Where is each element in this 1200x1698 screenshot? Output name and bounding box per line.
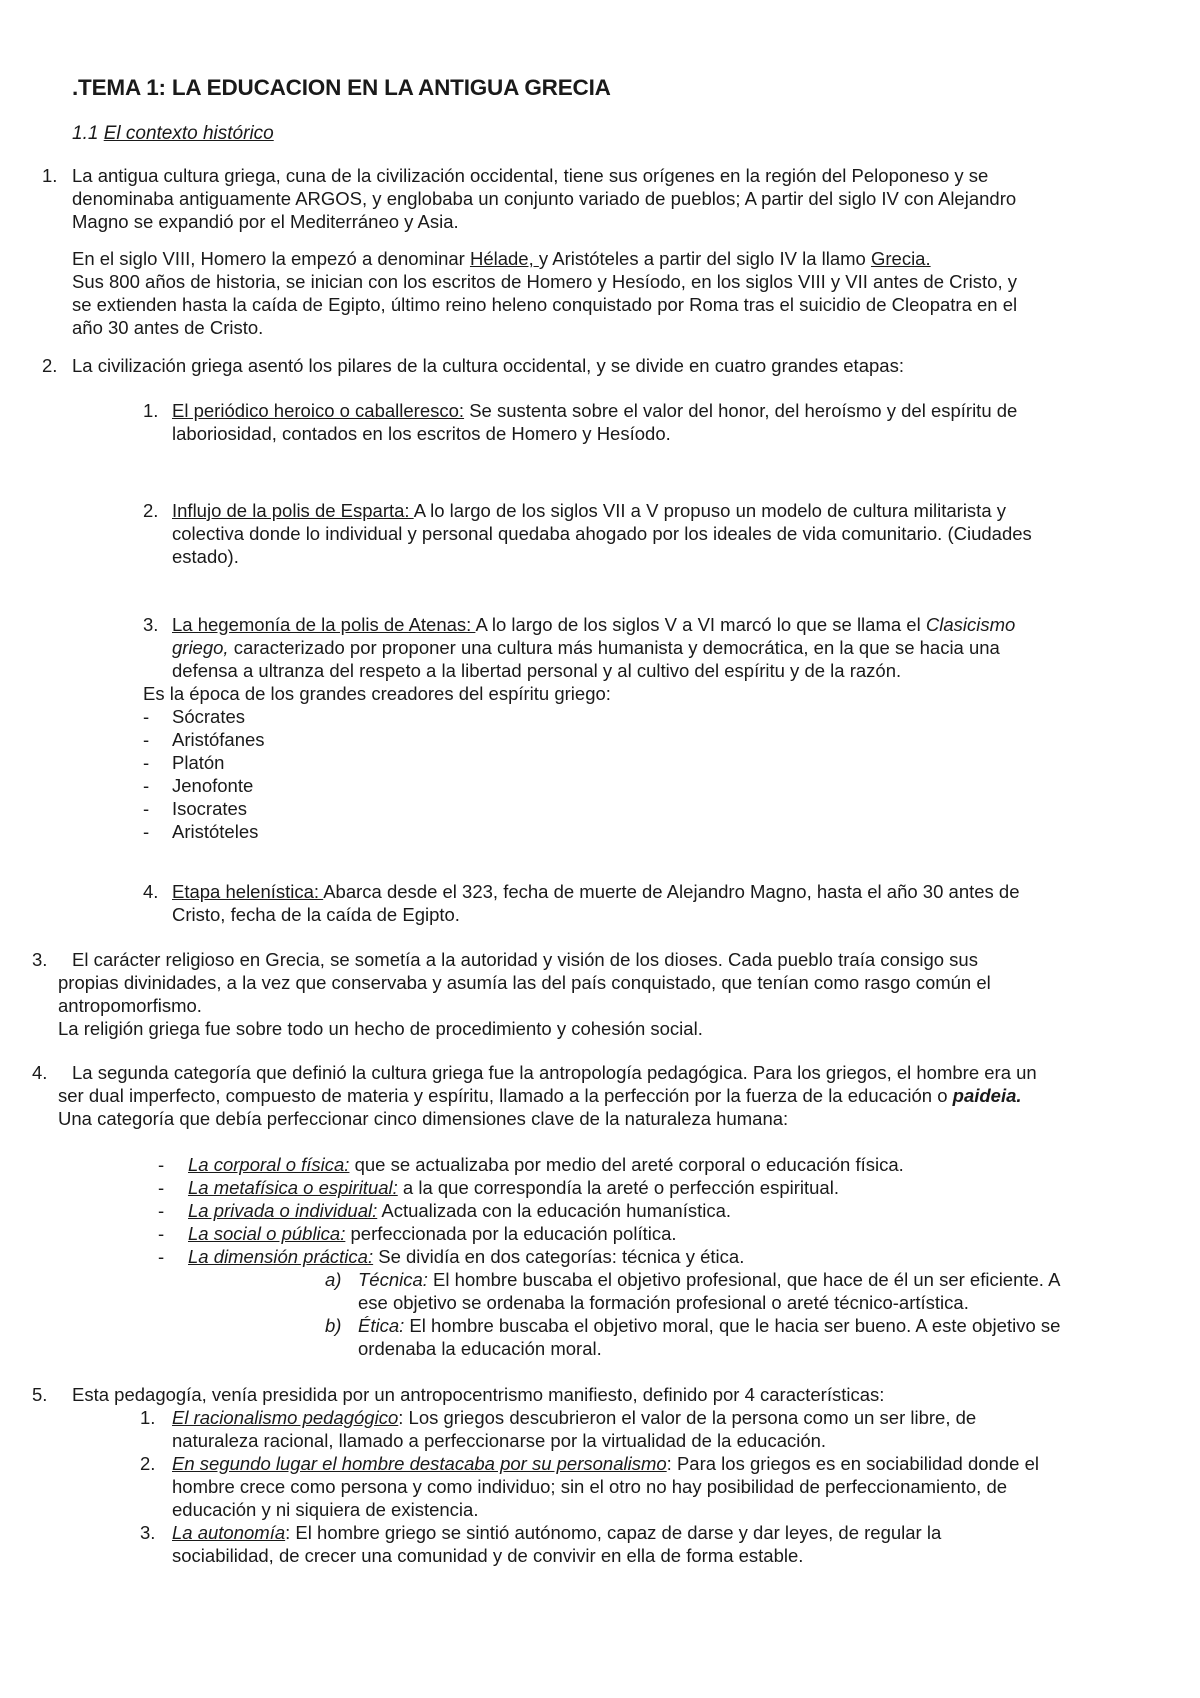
text-run: : Los griegos descubrieron el valor de la persona como un ser libre, de: [398, 1407, 977, 1428]
text-line: [172, 636, 1015, 659]
text-line: La religión griega fue sobre todo un hecho de procedimiento y cohesión social.: [58, 1018, 703, 1039]
text-line: Sus 800 años de historia, se inician con los escritos de Homero y Hesíodo, en los siglos VIII y VII antes de Cristo, y: [72, 271, 1017, 292]
item-2-number: 2.: [42, 355, 58, 376]
list-item: [158, 1222, 904, 1245]
text-run: A lo largo de los siglos V a VI marcó lo que se llama el: [475, 614, 926, 635]
dimension-label: La privada o individual:: [188, 1200, 378, 1221]
list-item: [143, 820, 265, 843]
text-line: Magno se expandió por el Mediterráneo y Asia.: [72, 211, 459, 232]
text-line: La antigua cultura griega, cuna de la civilización occidental, tiene sus orígenes en la región del Peloponeso y se: [72, 165, 989, 186]
creators-list: [143, 705, 265, 843]
text-run: El hombre buscaba el objetivo profesional, que hace de él un ser eficiente. A: [427, 1269, 1061, 1290]
text-line: colectiva donde lo individual y personal quedaba ahogado por los ideales de vida comunitario. (Ciudades: [172, 523, 1032, 544]
text-line: naturaleza racional, llamado a perfeccionarse por la virtualidad de la educación.: [172, 1430, 827, 1451]
dimension-text: Actualizada con la educación humanística.: [377, 1200, 732, 1221]
dimension-label: La social o pública:: [188, 1223, 346, 1244]
text-line: [172, 499, 1032, 522]
item-5-number: 5.: [32, 1384, 48, 1405]
dash-bullet: -: [143, 798, 150, 819]
char-1-label: El racionalismo pedagógico: [172, 1407, 399, 1428]
text-line: Una categoría que debía perfeccionar cinco dimensiones clave de la naturaleza humana:: [58, 1108, 789, 1129]
dimension-label: La metafísica o espiritual:: [188, 1177, 398, 1198]
text-line: [172, 399, 1017, 422]
creator-name: Jenofonte: [172, 775, 254, 796]
text-line: educación y ni siquiera de existencia.: [172, 1499, 479, 1520]
text-line: [58, 1084, 1037, 1107]
dimension-text: Se dividía en dos categorías: técnica y ética.: [373, 1246, 745, 1267]
text-line: estado).: [172, 546, 239, 567]
dash-bullet: -: [143, 706, 150, 727]
text-line: laboriosidad, contados en los escritos de Homero y Hesíodo.: [172, 423, 671, 444]
dash-bullet: -: [158, 1200, 165, 1221]
text-run: y Aristóteles a partir del siglo IV la llamo: [538, 248, 871, 269]
subtitle-number: 1.1: [72, 123, 104, 144]
dimension-text: perfeccionada por la educación política.: [345, 1223, 677, 1244]
char-1-number: 1.: [140, 1407, 156, 1428]
char-1-text: [172, 1406, 976, 1452]
item-5-text: Esta pedagogía, venía presidida por un antropocentrismo manifiesto, definido por 4 características:: [72, 1384, 885, 1405]
item-1-paragraph: [72, 164, 1016, 233]
text-run: ser dual imperfecto, compuesto de materia y espíritu, llamado a la perfección por la fuerza de la educación o: [58, 1085, 953, 1106]
sub-b-mark: b): [325, 1315, 342, 1336]
item-4-number: 4.: [32, 1062, 48, 1083]
text-run: A lo largo de los siglos VII a V propuso un modelo de cultura militarista y: [413, 500, 1006, 521]
list-item: [158, 1245, 904, 1268]
text-line: El carácter religioso en Grecia, se sometía a la autoridad y visión de los dioses. Cada pueblo traía consigo sus: [72, 949, 978, 970]
item-1-number: 1.: [42, 165, 58, 186]
creators-intro: Es la época de los grandes creadores del espíritu griego:: [143, 683, 611, 704]
text-line: se extienden hasta la caída de Egipto, último reino heleno conquistado por Roma tras el suicidio de Cleopatra en el: [72, 294, 1018, 315]
text-line: [172, 880, 1020, 903]
text-line: antropomorfismo.: [58, 995, 202, 1016]
dimension-text: que se actualizaba por medio del areté corporal o educación física.: [349, 1154, 904, 1175]
creator-name: Sócrates: [172, 706, 246, 727]
item-3-number: 3.: [32, 949, 48, 970]
stage-3-number: 3.: [143, 614, 159, 635]
text-line: [172, 1452, 1039, 1475]
text-line: [172, 1406, 976, 1429]
stage-1-label: El periódico heroico o caballeresco:: [172, 400, 465, 421]
tecnica-label: Técnica:: [358, 1269, 428, 1290]
dash-bullet: -: [143, 729, 150, 750]
text-line: ordenaba la educación moral.: [358, 1338, 602, 1359]
sub-a-mark: a): [325, 1269, 342, 1290]
text-run: Clasicismo: [925, 614, 1016, 635]
text-line: Cristo, fecha de la caída de Egipto.: [172, 904, 460, 925]
creator-name: Aristóteles: [172, 821, 259, 842]
text-line: [172, 613, 1015, 636]
dash-bullet: -: [158, 1177, 165, 1198]
char-2-text: [172, 1452, 1039, 1521]
text-line: hombre crece como persona y como individuo; sin el otro no hay posibilidad de perfeccionamiento, de: [172, 1476, 1008, 1497]
helade-term: Hélade,: [469, 248, 539, 269]
text-run: griego,: [172, 637, 229, 658]
stage-2-number: 2.: [143, 500, 159, 521]
stage-4-text: [172, 880, 1020, 926]
char-2-number: 2.: [140, 1453, 156, 1474]
dash-bullet: -: [158, 1154, 165, 1175]
stage-1-number: 1.: [143, 400, 159, 421]
text-run: Abarca desde el 323, fecha de muerte de Alejandro Magno, hasta el año 30 antes de: [323, 881, 1020, 902]
text-line: [358, 1314, 1060, 1337]
list-item: [143, 774, 265, 797]
dimension-label: La dimensión práctica:: [188, 1246, 374, 1267]
dash-bullet: -: [158, 1223, 165, 1244]
list-item: [143, 705, 265, 728]
text-line: [72, 247, 1017, 270]
list-item: [143, 751, 265, 774]
creator-name: Isocrates: [172, 798, 248, 819]
text-line: [172, 1521, 941, 1544]
text-line: denominaba antiguamente ARGOS, y englobaba un conjunto variado de pueblos; A partir del siglo IV con Alejandro: [72, 188, 1017, 209]
item-4-paragraph: [58, 1061, 1037, 1130]
item-1-paragraph-2: [72, 247, 1017, 339]
list-item: [158, 1199, 904, 1222]
etica-label: Ética:: [358, 1315, 405, 1336]
text-run: caracterizado por proponer una cultura más humanista y democrática, en la que se hacia una: [228, 637, 1000, 658]
text-line: defensa a ultranza del respeto a la libertad personal y al cultivo del espíritu y de la razón.: [172, 660, 902, 681]
dash-bullet: -: [143, 752, 150, 773]
text-run: El hombre buscaba el objetivo moral, que le hacia ser bueno. A este objetivo se: [404, 1315, 1061, 1336]
text-line: La segunda categoría que definió la cultura griega fue la antropología pedagógica. Para los griegos, el hombre era un: [72, 1062, 1037, 1083]
dash-bullet: -: [143, 821, 150, 842]
dimensions-list: [158, 1153, 904, 1268]
item-2-text: La civilización griega asentó los pilares de la cultura occidental, y se divide en cuatro grandes etapas:: [72, 355, 904, 376]
text-run: : Para los griegos es en sociabilidad donde el: [666, 1453, 1039, 1474]
char-3-number: 3.: [140, 1522, 156, 1543]
stage-3-label: La hegemonía de la polis de Atenas:: [172, 614, 476, 635]
subtitle-text: El contexto histórico: [103, 123, 274, 144]
text-run: En el siglo VIII, Homero la empezó a denominar: [72, 248, 470, 269]
stage-3-text: [172, 613, 1015, 682]
text-line: [358, 1268, 1060, 1291]
text-line: año 30 antes de Cristo.: [72, 317, 264, 338]
list-item: [143, 797, 265, 820]
text-line: propias divinidades, a la vez que conservaba y asumía las del país conquistado, que tenían como rasgo común el: [58, 972, 991, 993]
text-line: ese objetivo se ordenaba la formación profesional o areté técnico-artística.: [358, 1292, 969, 1313]
list-item: [158, 1153, 904, 1176]
sub-b-text: [358, 1314, 1060, 1360]
dash-bullet: -: [143, 775, 150, 796]
dash-bullet: -: [158, 1246, 165, 1267]
section-subtitle: [72, 122, 274, 146]
grecia-term: Grecia.: [870, 248, 931, 269]
stage-2-label: Influjo de la polis de Esparta:: [172, 500, 414, 521]
creator-name: Platón: [172, 752, 225, 773]
stage-4-label: Etapa helenística:: [172, 881, 324, 902]
paideia-term: paideia.: [952, 1085, 1022, 1106]
creator-name: Aristófanes: [172, 729, 265, 750]
sub-a-text: [358, 1268, 1060, 1314]
list-item: [143, 728, 265, 751]
char-2-label: En segundo lugar el hombre destacaba por su personalismo: [172, 1453, 667, 1474]
list-item: [158, 1176, 904, 1199]
stage-1-text: [172, 399, 1017, 445]
text-run: : El hombre griego se sintió autónomo, capaz de darse y dar leyes, de regular la: [285, 1522, 942, 1543]
dimension-text: a la que correspondía la areté o perfección espiritual.: [397, 1177, 839, 1198]
char-3-label: La autonomía: [172, 1522, 286, 1543]
item-3-paragraph: [58, 948, 991, 1040]
text-run: Se sustenta sobre el valor del honor, del heroísmo y del espíritu de: [464, 400, 1018, 421]
stage-4-number: 4.: [143, 881, 159, 902]
dimension-label: La corporal o física:: [188, 1154, 350, 1175]
text-line: sociabilidad, de crecer una comunidad y de convivir en ella de forma estable.: [172, 1545, 804, 1566]
document-title: .TEMA 1: LA EDUCACION EN LA ANTIGUA GRECIA: [72, 75, 611, 100]
stage-2-text: [172, 499, 1032, 568]
char-3-text: [172, 1521, 941, 1567]
